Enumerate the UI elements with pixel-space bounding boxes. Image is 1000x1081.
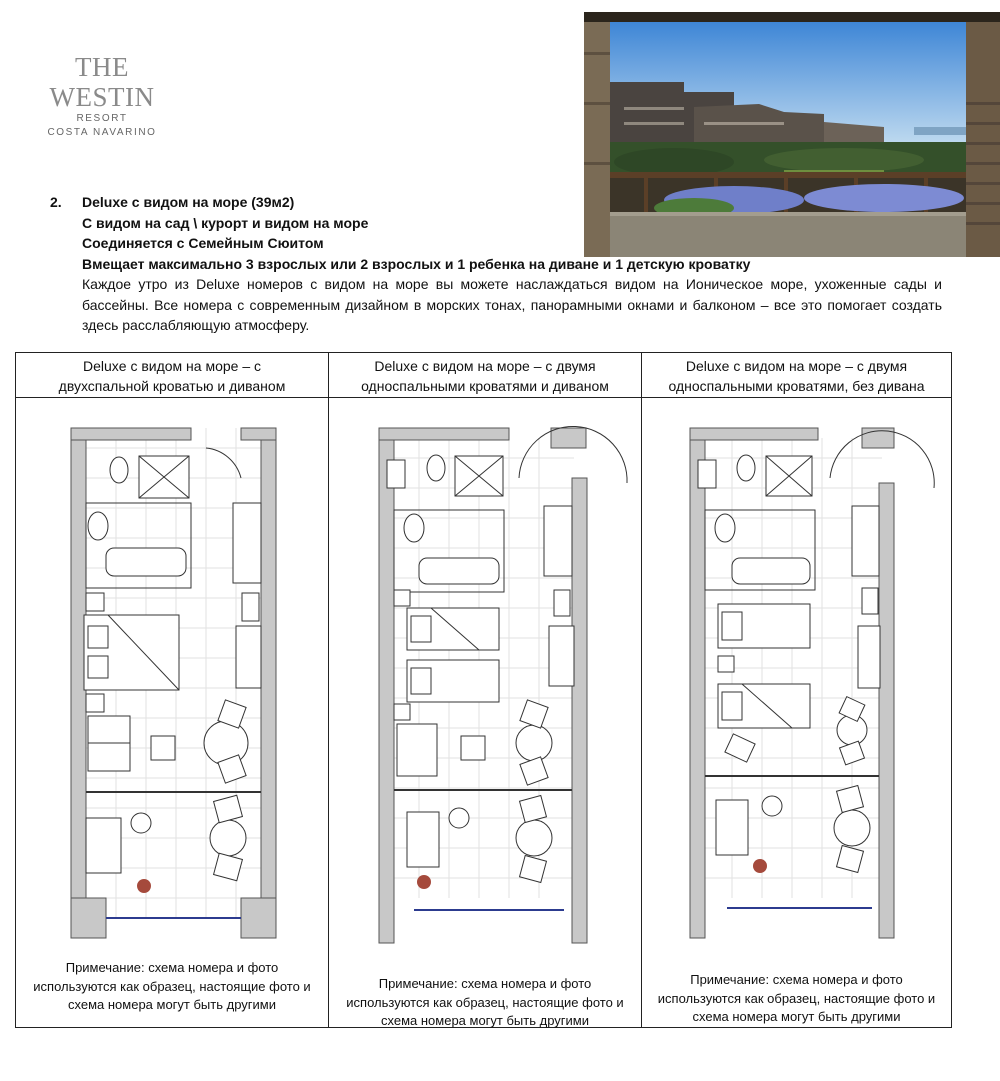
plan-note-line: Примечание: схема номера и фото <box>690 972 903 987</box>
plan-note-line: схема номера могут быть другими <box>692 1009 901 1024</box>
plan-heading-line: Deluxe с видом на море – с <box>82 358 262 374</box>
plan-note <box>16 959 328 1015</box>
floor-plan-twin-beds-sofa <box>329 398 642 958</box>
plan-heading-line: двухспальной кроватью и диваном <box>58 378 286 394</box>
plan-note-line: схема номера могут быть другими <box>68 997 276 1012</box>
plan-note <box>642 971 951 1027</box>
logo-brand: THE WESTIN <box>49 52 155 112</box>
plan-column-twin-beds-no-sofa <box>641 353 951 1027</box>
plan-heading <box>16 353 328 398</box>
plan-heading-line: Deluxe с видом на море – с двумя <box>685 358 908 374</box>
plan-note-line: используются как образец, настоящие фото и <box>657 990 936 1006</box>
room-description: Каждое утро из Deluxe номеров с видом на море вы можете наслаждаться видом на Ионическое море, ухоженные сады и бассейны. Все номера с современным дизайном в морских тонах, панорамными окнами и балконом – все это помогает создать здесь расслабляющую атмосферу. <box>82 276 942 333</box>
room-number: 2. <box>50 194 62 210</box>
floor-plan-twin-beds-no-sofa <box>642 398 952 958</box>
plan-note-line: используются как образец, настоящие фото и <box>33 978 311 994</box>
plan-note <box>329 975 641 1031</box>
logo-line-location: COSTA NAVARINO <box>47 127 157 138</box>
plan-note-line: используются как образец, настоящие фото и <box>346 994 624 1010</box>
plan-column-twin-beds-sofa <box>328 353 641 1027</box>
plan-heading-line: односпальными кроватями, без дивана <box>668 378 925 394</box>
plan-heading-line: Deluxe с видом на море – с двумя <box>374 358 596 374</box>
plan-note-line: Примечание: схема номера и фото <box>65 960 279 975</box>
plan-heading-line: односпальными кроватями и диваном <box>361 378 609 394</box>
room-capacity: Вмещает максимально 3 взрослых или 2 взрослых и 1 ребенка на диване и 1 детскую кроватку <box>82 255 751 272</box>
floor-plan-double-bed <box>16 398 328 958</box>
plan-heading <box>642 353 951 398</box>
room-description-block <box>50 192 942 336</box>
plan-note-line: схема номера могут быть другими <box>381 1013 589 1028</box>
room-view: С видом на сад \ курорт и видом на море <box>82 214 369 231</box>
room-title: Deluxe с видом на море (39м2) <box>82 194 295 210</box>
logo-line-resort: RESORT <box>76 113 128 124</box>
room-connects: Соединяется с Семейным Сюитом <box>82 235 324 251</box>
floor-plans-table <box>15 352 952 1028</box>
plan-note-line: Примечание: схема номера и фото <box>378 976 592 991</box>
westin-logo <box>22 52 182 140</box>
plan-heading <box>329 353 641 398</box>
plan-column-double-bed <box>16 353 328 1027</box>
